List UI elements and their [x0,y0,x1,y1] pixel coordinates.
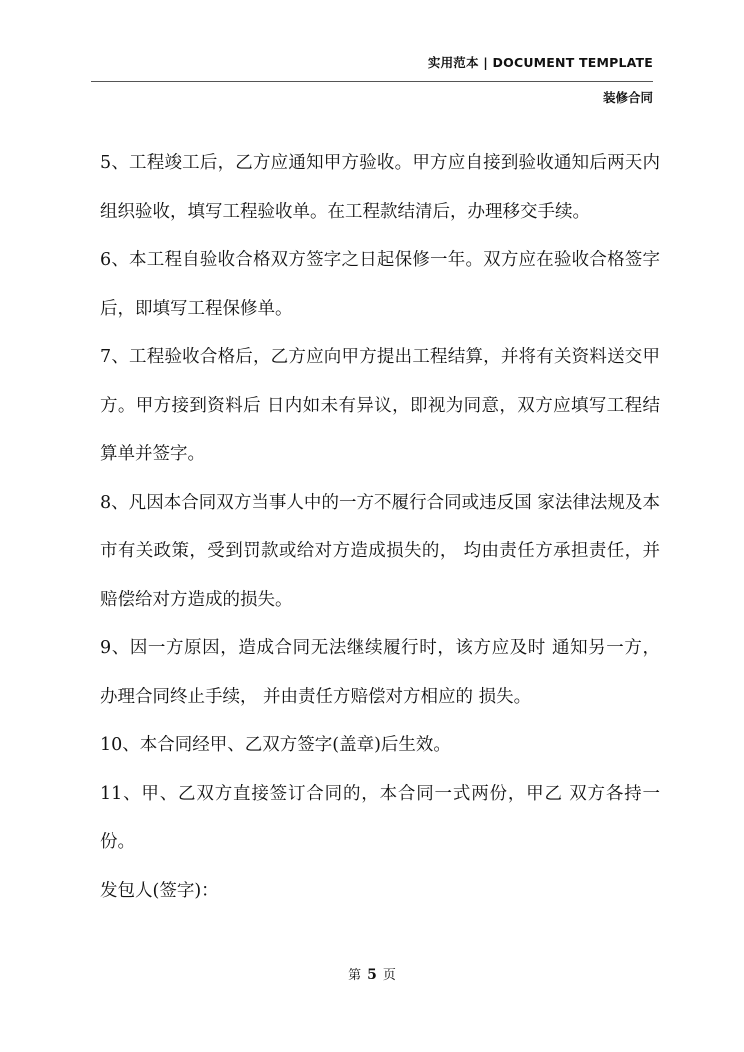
page-suffix: 页 [382,968,396,983]
contractor-signature-line: 发包人(签字)： [100,880,219,901]
clause-11: 11、甲、乙双方直接签订合同的，本合同一式两份，甲乙 双方各持一份。 [100,783,660,852]
clause-7: 7、工程验收合格后，乙方应向甲方提出工程结算，并将有关资料送交甲方。甲方接到资料后 日内如未有异议，即视为同意，双方应填写工程结算单并签字。 [100,347,660,464]
header-divider [91,81,653,82]
page-number: 5 [367,967,377,983]
clause-6: 6、本工程自验收合格双方签字之日起保修一年。双方应在验收合格签字后，即填写工程保修单。 [100,250,660,319]
header-title: 实用范本 | DOCUMENT TEMPLATE [427,55,653,70]
contract-body [100,139,666,915]
clause-10: 10、本合同经甲、乙双方签字(盖章)后生效。 [100,735,451,755]
clause-9: 9、因一方原因，造成合同无法继续履行时，该方应及时 通知另一方， 办理合同终止手续， 并由责任方赔偿对方相应的 损失。 [100,638,666,707]
page-footer [0,964,744,983]
clause-5: 5、工程竣工后，乙方应通知甲方验收。甲方应自接到验收通知后两天内组织验收，填写工程验收单。在工程款结清后，办理移交手续。 [100,153,660,222]
clause-8: 8、凡因本合同双方当事人中的一方不履行合同或违反国 家法律法规及本市有关政策，受到罚款或给对方造成损失的， 均由责任方承担责任，并赔偿给对方造成的损失。 [100,492,660,610]
page-prefix: 第 [348,968,362,983]
document-type-label: 装修合同 [602,90,653,105]
